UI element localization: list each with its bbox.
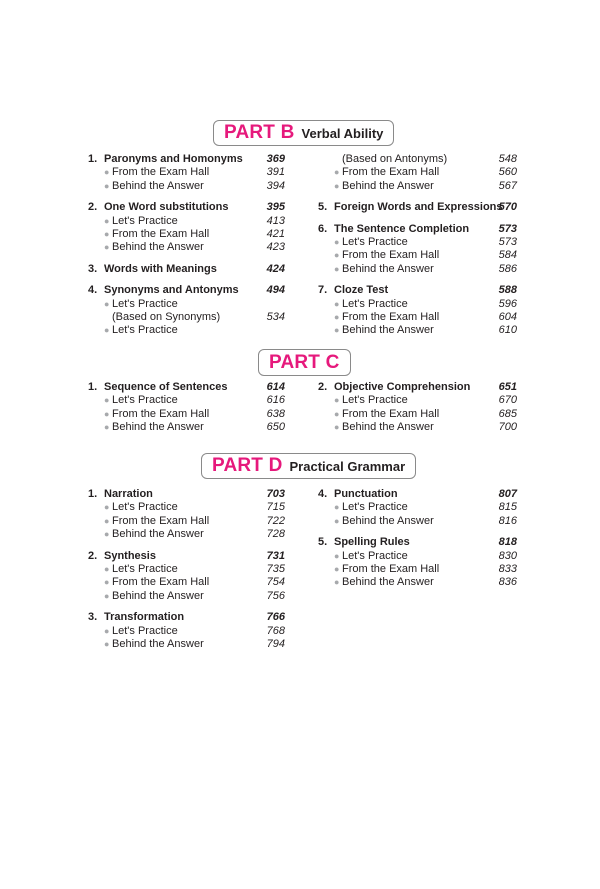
toc-subentry-label: Behind the Answer — [342, 179, 434, 192]
part-b-code: PART B — [224, 122, 295, 143]
toc-entry-number: 6. — [318, 222, 328, 235]
toc-subentry — [88, 576, 285, 589]
toc-subentry-label: Let's Practice — [112, 501, 178, 514]
toc-entry-title: Words with Meanings — [104, 262, 217, 275]
toc-page-number: 586 — [498, 262, 517, 275]
toc-entry — [318, 223, 517, 236]
bullet-dot-icon: ● — [334, 167, 340, 178]
toc-page-number: 807 — [498, 488, 517, 500]
toc-entry — [318, 201, 517, 214]
toc-subentry — [318, 550, 517, 563]
bullet-dot-icon: ● — [334, 408, 340, 419]
toc-entry-title: The Sentence Completion — [334, 222, 470, 235]
toc-page-number: 584 — [498, 249, 517, 262]
toc-page-number: 703 — [266, 488, 285, 500]
toc-subentry — [318, 311, 517, 324]
toc-page-number: 395 — [266, 201, 285, 214]
part-c-left-column — [88, 381, 285, 435]
toc-entry-number: 4. — [318, 488, 328, 500]
toc-entry-number: 1. — [88, 153, 98, 165]
bullet-dot-icon: ● — [104, 325, 110, 336]
bullet-dot-icon: ● — [104, 563, 110, 574]
toc-subentry — [88, 638, 285, 651]
bullet-dot-icon: ● — [334, 311, 340, 322]
part-b-left-column — [88, 153, 285, 338]
toc-subentry-label: From the Exam Hall — [342, 562, 440, 575]
toc-subentry-label: Let's Practice — [112, 562, 178, 575]
toc-page-number: 768 — [266, 624, 285, 637]
toc-subentry — [318, 501, 517, 514]
spacer — [88, 193, 285, 201]
toc-subentry — [88, 625, 285, 638]
toc-subentry — [318, 263, 517, 276]
toc-entry-number: 2. — [88, 549, 98, 562]
bullet-dot-icon: ● — [104, 590, 110, 601]
toc-entry — [88, 263, 285, 276]
part-d-code: PART D — [212, 455, 283, 476]
toc-subentry — [88, 394, 285, 407]
toc-page-number: 685 — [498, 407, 517, 420]
toc-subentry-label: From the Exam Hall — [342, 310, 440, 323]
toc-subentry — [318, 166, 517, 179]
bullet-dot-icon: ● — [104, 167, 110, 178]
bullet-dot-icon: ● — [104, 228, 110, 239]
bullet-dot-icon: ● — [104, 180, 110, 191]
toc-entry-number: 3. — [88, 262, 98, 275]
bullet-dot-icon: ● — [334, 263, 340, 274]
toc-entry — [88, 153, 285, 166]
toc-page-number: 614 — [266, 381, 285, 393]
toc-entry-title: Objective Comprehension — [334, 381, 471, 393]
part-b-right-column — [318, 153, 517, 338]
toc-subentry-label: Let's Practice — [112, 324, 178, 337]
toc-subentry — [318, 563, 517, 576]
toc-entry-number: 4. — [88, 284, 98, 297]
bullet-dot-icon: ● — [104, 408, 110, 419]
toc-subentry-label: Let's Practice — [342, 235, 408, 248]
toc-entry-title: Cloze Test — [334, 284, 389, 297]
bullet-dot-icon: ● — [104, 529, 110, 540]
toc-entry — [88, 611, 285, 624]
toc-page-number: 573 — [498, 235, 517, 248]
spacer — [88, 542, 285, 550]
toc-subentry-label: (Based on Antonyms) — [342, 153, 448, 165]
toc-subentry-label: Behind the Answer — [342, 324, 434, 337]
toc-subentry — [88, 241, 285, 254]
toc-entry — [318, 488, 517, 501]
toc-page-number: 735 — [266, 562, 285, 575]
toc-page-number: 651 — [498, 381, 517, 393]
toc-subentry — [88, 421, 285, 434]
spacer — [88, 276, 285, 284]
toc-subentry — [318, 576, 517, 589]
toc-subentry — [318, 249, 517, 262]
toc-page-number: 836 — [498, 576, 517, 589]
bullet-dot-icon: ● — [334, 422, 340, 433]
toc-subentry-label: From the Exam Hall — [112, 407, 210, 420]
toc-subentry-label: From the Exam Hall — [342, 166, 440, 179]
bullet-dot-icon: ● — [334, 236, 340, 247]
toc-subentry — [318, 408, 517, 421]
toc-subentry-label: Let's Practice — [112, 624, 178, 637]
bullet-dot-icon: ● — [104, 215, 110, 226]
toc-subentry-label: (Based on Synonyms) — [112, 310, 221, 323]
bullet-dot-icon: ● — [104, 502, 110, 513]
toc-subentry-label: Behind the Answer — [342, 262, 434, 275]
toc-entry-number: 2. — [318, 381, 328, 393]
toc-subentry — [88, 180, 285, 193]
bullet-dot-icon: ● — [334, 250, 340, 261]
toc-subentry — [318, 421, 517, 434]
toc-subentry-label: Let's Practice — [112, 394, 178, 407]
bullet-dot-icon: ● — [334, 395, 340, 406]
spacer — [88, 255, 285, 263]
toc-entry — [318, 536, 517, 549]
toc-page-number: 794 — [266, 637, 285, 650]
toc-subentry-label: Behind the Answer — [112, 589, 204, 602]
toc-subentry — [318, 515, 517, 528]
toc-page-number: 715 — [266, 501, 285, 514]
toc-page-number: 754 — [266, 576, 285, 589]
toc-page-number: 731 — [266, 549, 285, 562]
toc-entry-number: 7. — [318, 284, 328, 297]
bullet-dot-icon: ● — [104, 515, 110, 526]
toc-subentry — [318, 180, 517, 193]
toc-page-number: 830 — [498, 549, 517, 562]
toc-entry — [318, 381, 517, 394]
bullet-dot-icon: ● — [334, 298, 340, 309]
toc-entry-title: Foreign Words and Expressions — [334, 201, 503, 214]
toc-entry-number: 5. — [318, 201, 328, 214]
toc-entry-number: 1. — [88, 381, 98, 393]
bullet-dot-icon: ● — [334, 502, 340, 513]
part-c-right-column — [318, 381, 517, 435]
toc-subentry — [88, 228, 285, 241]
toc-entry-number: 3. — [88, 611, 98, 624]
toc-subentry-label: From the Exam Hall — [112, 166, 210, 179]
bullet-dot-icon: ● — [334, 563, 340, 574]
toc-page-number: 604 — [498, 310, 517, 323]
toc-subentry — [88, 311, 285, 324]
toc-entry-title: Synthesis — [104, 549, 156, 562]
toc-entry — [88, 488, 285, 501]
toc-subentry-label: Let's Practice — [342, 549, 408, 562]
toc-page-number: 650 — [266, 421, 285, 434]
toc-page-number: 494 — [266, 284, 285, 297]
toc-entry-number: 5. — [318, 536, 328, 549]
toc-page-number: 670 — [498, 394, 517, 407]
part-d-left-column — [88, 488, 285, 651]
toc-page-number: 816 — [498, 514, 517, 527]
toc-page-number: 567 — [498, 179, 517, 192]
toc-page-number: 391 — [266, 166, 285, 179]
toc-page-number: 394 — [266, 179, 285, 192]
toc-page-number: 722 — [266, 514, 285, 527]
toc-page-number: 728 — [266, 528, 285, 541]
toc-subentry — [88, 590, 285, 603]
toc-entry — [318, 284, 517, 297]
toc-page-number: 534 — [266, 310, 285, 323]
toc-entry-title: Punctuation — [334, 488, 398, 500]
spacer — [318, 215, 517, 223]
toc-page-number: 766 — [266, 611, 285, 624]
toc-page-number: 570 — [498, 201, 517, 214]
part-d-right-column — [318, 488, 517, 590]
toc-entry — [88, 201, 285, 214]
bullet-dot-icon: ● — [334, 325, 340, 336]
toc-page-number: 560 — [498, 166, 517, 179]
bullet-dot-icon: ● — [104, 577, 110, 588]
toc-subentry — [318, 324, 517, 337]
toc-entry — [88, 550, 285, 563]
bullet-dot-icon: ● — [334, 180, 340, 191]
toc-entry — [88, 381, 285, 394]
toc-page-number: 616 — [266, 394, 285, 407]
bullet-dot-icon: ● — [334, 515, 340, 526]
bullet-dot-icon: ● — [104, 625, 110, 636]
toc-subentry — [318, 153, 517, 166]
toc-subentry-label: Behind the Answer — [342, 421, 434, 434]
toc-page-number: 548 — [498, 153, 517, 165]
toc-subentry — [88, 298, 285, 311]
spacer — [318, 528, 517, 536]
toc-subentry — [318, 236, 517, 249]
toc-subentry-label: Let's Practice — [112, 297, 178, 310]
toc-entry-number: 2. — [88, 201, 98, 214]
toc-page-number: 756 — [266, 589, 285, 602]
spacer — [318, 276, 517, 284]
toc-entry-number: 1. — [88, 488, 98, 500]
toc-page-number: 833 — [498, 562, 517, 575]
bullet-dot-icon: ● — [334, 550, 340, 561]
bullet-dot-icon: ● — [104, 422, 110, 433]
toc-entry-title: Sequence of Sentences — [104, 381, 228, 393]
toc-subentry-label: Let's Practice — [112, 214, 178, 227]
part-b-title: Verbal Ability — [301, 125, 384, 141]
toc-subentry — [318, 394, 517, 407]
toc-subentry-label: Let's Practice — [342, 501, 408, 514]
part-c-code: PART C — [269, 351, 340, 373]
toc-subentry-label: Behind the Answer — [112, 179, 204, 192]
toc-subentry-label: Let's Practice — [342, 394, 408, 407]
toc-page-number: 424 — [266, 262, 285, 275]
toc-subentry — [88, 324, 285, 337]
spacer — [88, 603, 285, 611]
toc-subentry-label: From the Exam Hall — [112, 227, 210, 240]
toc-page-number: 573 — [498, 222, 517, 235]
toc-subentry-label: Behind the Answer — [112, 528, 204, 541]
part-d-heading — [201, 453, 416, 479]
toc-subentry — [88, 408, 285, 421]
toc-page-number: 421 — [266, 227, 285, 240]
toc-page-number: 700 — [498, 421, 517, 434]
toc-page-number: 413 — [266, 214, 285, 227]
toc-subentry-label: From the Exam Hall — [112, 576, 210, 589]
part-c-heading — [258, 349, 351, 376]
toc-page-number: 610 — [498, 324, 517, 337]
toc-entry-title: Synonyms and Antonyms — [104, 284, 239, 297]
toc-subentry-label: Behind the Answer — [112, 421, 204, 434]
toc-entry-title: One Word substitutions — [104, 201, 229, 214]
toc-page-number: 818 — [498, 536, 517, 549]
toc-subentry — [88, 515, 285, 528]
toc-subentry — [88, 563, 285, 576]
toc-entry-title: Narration — [104, 488, 153, 500]
toc-page-number: 369 — [266, 153, 285, 165]
toc-entry-title: Spelling Rules — [334, 536, 410, 549]
toc-subentry-label: Let's Practice — [342, 297, 408, 310]
toc-subentry — [318, 298, 517, 311]
bullet-dot-icon: ● — [104, 298, 110, 309]
toc-entry-title: Paronyms and Homonyms — [104, 153, 243, 165]
toc-page-number: 815 — [498, 501, 517, 514]
bullet-dot-icon: ● — [104, 395, 110, 406]
toc-subentry — [88, 215, 285, 228]
part-d-title: Practical Grammar — [289, 458, 406, 474]
toc-page-number: 638 — [266, 407, 285, 420]
spacer — [318, 193, 517, 201]
toc-subentry-label: From the Exam Hall — [342, 249, 440, 262]
toc-entry-title: Transformation — [104, 611, 185, 624]
toc-entry — [88, 284, 285, 297]
toc-subentry-label: From the Exam Hall — [342, 407, 440, 420]
bullet-dot-icon: ● — [334, 577, 340, 588]
toc-subentry — [88, 166, 285, 179]
bullet-dot-icon: ● — [104, 638, 110, 649]
toc-subentry — [88, 501, 285, 514]
toc-subentry-label: Behind the Answer — [112, 637, 204, 650]
toc-page-number: 423 — [266, 241, 285, 254]
toc-subentry-label: From the Exam Hall — [112, 514, 210, 527]
toc-page-number: 588 — [498, 284, 517, 297]
toc-page-number: 596 — [498, 297, 517, 310]
bullet-dot-icon: ● — [104, 242, 110, 253]
toc-subentry — [88, 528, 285, 541]
part-b-heading — [213, 120, 394, 146]
toc-subentry-label: Behind the Answer — [342, 576, 434, 589]
toc-subentry-label: Behind the Answer — [112, 241, 204, 254]
toc-subentry-label: Behind the Answer — [342, 514, 434, 527]
